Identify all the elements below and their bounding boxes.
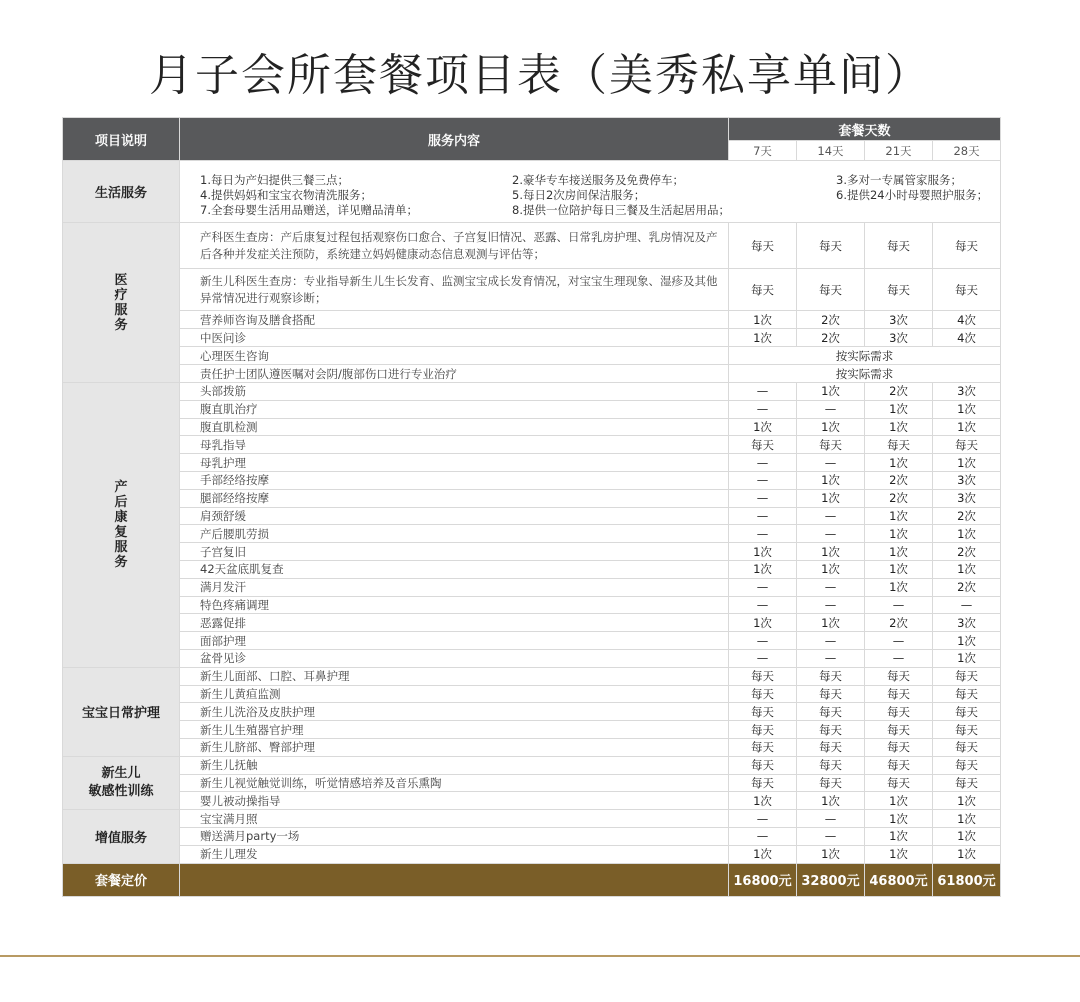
service-name: 产后腰肌劳损 [180,525,729,543]
category-sensory [63,756,180,809]
service-name: 新生儿抚触 [180,756,729,774]
price-cell: 46800元 [865,863,933,896]
service-name: 腿部经络按摩 [180,489,729,507]
day-value: 2次 [933,578,1001,596]
day-value: 2次 [797,311,865,329]
day-value: 2次 [865,489,933,507]
day-value: 每天 [933,436,1001,454]
day-value: 4次 [933,311,1001,329]
service-name: 婴儿被动操指导 [180,792,729,810]
day-value: 1次 [729,614,797,632]
service-row [63,774,1001,792]
service-name: 宝宝满月照 [180,810,729,828]
day-value: 每天 [865,703,933,721]
day-value: — [797,525,865,543]
service-row [63,347,1001,365]
service-name: 恶露促排 [180,614,729,632]
service-name: 新生儿洗浴及皮肤护理 [180,703,729,721]
life-item: 6.提供24小时母婴照护服务； [836,187,989,202]
price-cell: 61800元 [933,863,1001,896]
day-value: 每天 [729,703,797,721]
day-value: 每天 [933,223,1001,269]
day-value: 每天 [865,756,933,774]
day-value: 4次 [933,329,1001,347]
day-value: 每天 [933,685,1001,703]
day-value: 每天 [933,756,1001,774]
day-value: — [933,596,1001,614]
day-value: — [797,578,865,596]
service-row [63,632,1001,650]
day-value: 1次 [797,560,865,578]
day-value: 1次 [865,543,933,561]
day-value: 1次 [933,454,1001,472]
service-row [63,667,1001,685]
day-value: 1次 [933,827,1001,845]
day-value: 1次 [797,543,865,561]
merged-value: 按实际需求 [729,347,1001,365]
day-value: 1次 [797,489,865,507]
service-row [63,560,1001,578]
category-medical [63,223,180,383]
day-value: 每天 [729,269,797,311]
day-value: 1次 [729,543,797,561]
life-service-list [200,163,1000,221]
day-value: 1次 [865,525,933,543]
day-value: 2次 [797,329,865,347]
day-value: 1次 [797,845,865,863]
day-value: — [729,632,797,650]
day-value: 1次 [797,383,865,401]
day-value: 3次 [933,383,1001,401]
service-name: 盆骨见诊 [180,649,729,667]
category-value-added: 增值服务 [63,810,180,863]
day-value: 1次 [797,418,865,436]
category-baby: 宝宝日常护理 [63,667,180,756]
day-value: 2次 [933,507,1001,525]
day-value: 3次 [865,329,933,347]
life-item: 1.每日为产妇提供三餐三点； [200,172,349,187]
service-name: 新生儿黄疸监测 [180,685,729,703]
day-value: — [797,632,865,650]
day-value: 3次 [933,471,1001,489]
day-value: 1次 [865,560,933,578]
day-value: 每天 [865,436,933,454]
day-value: — [797,810,865,828]
service-row [63,756,1001,774]
pricing-label: 套餐定价 [63,863,180,896]
day-value: — [729,596,797,614]
header-service: 服务内容 [180,118,729,161]
service-row [63,454,1001,472]
day-value: — [729,400,797,418]
day-value: 每天 [797,756,865,774]
day-value: 3次 [865,311,933,329]
day-column-header: 21天 [865,141,933,161]
life-item: 5.每日2次房间保洁服务； [512,187,646,202]
service-name: 特色疼痛调理 [180,596,729,614]
day-value: — [797,400,865,418]
service-name: 新生儿科医生查房：专业指导新生儿生长发育、监测宝宝成长发育情况，对宝宝生理现象、湿疹及其他异常情况进行观察诊断； [180,269,729,311]
day-value: 每天 [797,738,865,756]
day-value: 1次 [797,471,865,489]
day-value: — [729,507,797,525]
day-column-header: 7天 [729,141,797,161]
day-value: 每天 [865,667,933,685]
category-recovery [63,383,180,668]
service-name: 腹直肌治疗 [180,400,729,418]
service-row [63,489,1001,507]
service-name: 新生儿脐部、臀部护理 [180,738,729,756]
service-name: 母乳指导 [180,436,729,454]
day-value: 1次 [865,507,933,525]
service-name: 母乳护理 [180,454,729,472]
day-value: 1次 [933,418,1001,436]
day-value: 1次 [729,311,797,329]
day-value: 1次 [865,810,933,828]
day-value: 1次 [729,329,797,347]
service-row [63,365,1001,383]
day-value: 1次 [933,792,1001,810]
day-value: 每天 [729,667,797,685]
day-value: 1次 [729,845,797,863]
day-value: 1次 [933,560,1001,578]
day-value: 每天 [865,685,933,703]
day-value: 每天 [729,738,797,756]
life-item: 4.提供妈妈和宝宝衣物清洗服务； [200,187,372,202]
day-value: 每天 [729,223,797,269]
day-value: 1次 [865,454,933,472]
service-name: 满月发汗 [180,578,729,596]
day-value: 1次 [729,560,797,578]
service-name: 子宫复旧 [180,543,729,561]
package-table [62,117,1001,897]
day-value: 1次 [933,649,1001,667]
category-life: 生活服务 [63,161,180,223]
bottom-divider [0,955,1080,957]
header-item: 项目说明 [63,118,180,161]
service-row [63,383,1001,401]
service-name: 产科医生查房：产后康复过程包括观察伤口愈合、子宫复旧情况、恶露、日常乳房护理、乳房情况及产后各种并发症关注预防，系统建立妈妈健康动态信息观测与评估等； [180,223,729,269]
day-value: 1次 [865,400,933,418]
day-value: 2次 [865,471,933,489]
day-value: 1次 [865,792,933,810]
service-row [63,596,1001,614]
day-value: 1次 [933,845,1001,863]
day-value: — [797,827,865,845]
day-value: 每天 [797,223,865,269]
life-item: 8.提供一位陪护每日三餐及生活起居用品； [512,202,730,217]
service-row [63,436,1001,454]
day-value: — [865,596,933,614]
day-value: 2次 [865,383,933,401]
life-item: 2.豪华专车接送服务及免费停车； [512,172,684,187]
day-value: — [729,578,797,596]
category-label: 医疗服务 [114,272,128,333]
service-row [63,703,1001,721]
service-row [63,471,1001,489]
service-name: 赠送满月party一场 [180,827,729,845]
service-name: 腹直肌检测 [180,418,729,436]
service-row [63,400,1001,418]
day-value: — [865,632,933,650]
service-row [63,649,1001,667]
day-value: 每天 [797,269,865,311]
day-value: 每天 [865,738,933,756]
service-name: 42天盆底肌复查 [180,560,729,578]
day-value: 1次 [933,632,1001,650]
day-column-header: 28天 [933,141,1001,161]
day-value: 每天 [865,223,933,269]
day-value: — [797,649,865,667]
service-row [63,792,1001,810]
day-value: 2次 [865,614,933,632]
day-value: — [797,507,865,525]
price-cell: 16800元 [729,863,797,896]
day-column-header: 14天 [797,141,865,161]
day-value: 1次 [865,418,933,436]
category-label: 产后康复服务 [114,479,128,570]
day-value: 每天 [729,436,797,454]
day-value: — [729,489,797,507]
service-name: 头部拨筋 [180,383,729,401]
day-value: — [729,810,797,828]
day-value: — [797,596,865,614]
day-value: 每天 [797,721,865,739]
service-row [63,845,1001,863]
page-title: 月子会所套餐项目表（美秀私享单间） [149,50,931,101]
day-value: 每天 [729,685,797,703]
day-value: 每天 [797,703,865,721]
day-value: 每天 [729,774,797,792]
day-value: 1次 [933,810,1001,828]
day-value: 1次 [865,845,933,863]
service-name: 新生儿理发 [180,845,729,863]
service-row [63,525,1001,543]
day-value: — [729,649,797,667]
service-name: 手部经络按摩 [180,471,729,489]
category-line: 新生儿 [101,765,141,781]
service-name: 责任护士团队遵医嘱对会阴/腹部伤口进行专业治疗 [180,365,729,383]
service-row [63,685,1001,703]
life-item: 7.全套母婴生活用品赠送，详见赠品清单； [200,202,418,217]
day-value: 每天 [797,774,865,792]
service-name: 心理医生咨询 [180,347,729,365]
day-value: 1次 [933,400,1001,418]
life-item: 3.多对一专属管家服务； [836,172,962,187]
day-value: 每天 [933,738,1001,756]
day-value: 1次 [865,827,933,845]
day-value: 每天 [933,774,1001,792]
service-row [63,810,1001,828]
day-value: 1次 [797,614,865,632]
day-value: 每天 [933,703,1001,721]
day-value: — [729,827,797,845]
day-value: — [729,525,797,543]
category-line: 敏感性训练 [88,783,154,799]
day-value: — [797,454,865,472]
price-cell: 32800元 [797,863,865,896]
day-value: 每天 [933,721,1001,739]
service-row [63,418,1001,436]
day-value: 1次 [865,578,933,596]
service-name: 新生儿生殖器官护理 [180,721,729,739]
service-row [63,507,1001,525]
pricing-row [63,863,1001,896]
day-value: 每天 [865,774,933,792]
service-row [63,721,1001,739]
service-row [63,329,1001,347]
service-row [63,223,1001,269]
day-value: — [865,649,933,667]
day-value: 每天 [933,667,1001,685]
day-value: 每天 [797,667,865,685]
day-value: 3次 [933,489,1001,507]
day-value: 每天 [729,756,797,774]
service-name: 新生儿视觉触觉训练，听觉情感培养及音乐熏陶 [180,774,729,792]
service-row [63,269,1001,311]
service-row [63,311,1001,329]
day-value: 每天 [865,721,933,739]
service-name: 新生儿面部、口腔、耳鼻护理 [180,667,729,685]
service-name: 肩颈舒缓 [180,507,729,525]
day-value: 3次 [933,614,1001,632]
merged-value: 按实际需求 [729,365,1001,383]
day-value: 每天 [797,685,865,703]
day-value: 1次 [729,418,797,436]
service-name: 面部护理 [180,632,729,650]
day-value: 每天 [865,269,933,311]
day-value: — [729,471,797,489]
day-value: 1次 [933,525,1001,543]
service-row [63,543,1001,561]
header-days: 套餐天数 [729,118,1001,141]
service-row [63,827,1001,845]
day-value: 2次 [933,543,1001,561]
service-row [63,578,1001,596]
day-value: — [729,454,797,472]
service-row [63,738,1001,756]
day-value: 1次 [797,792,865,810]
day-value: 每天 [933,269,1001,311]
day-value: 每天 [797,436,865,454]
day-value: 每天 [729,721,797,739]
service-name: 营养师咨询及膳食搭配 [180,311,729,329]
day-value: 1次 [729,792,797,810]
service-row [63,614,1001,632]
service-name: 中医问诊 [180,329,729,347]
life-service-row [63,161,1001,223]
day-value: — [729,383,797,401]
